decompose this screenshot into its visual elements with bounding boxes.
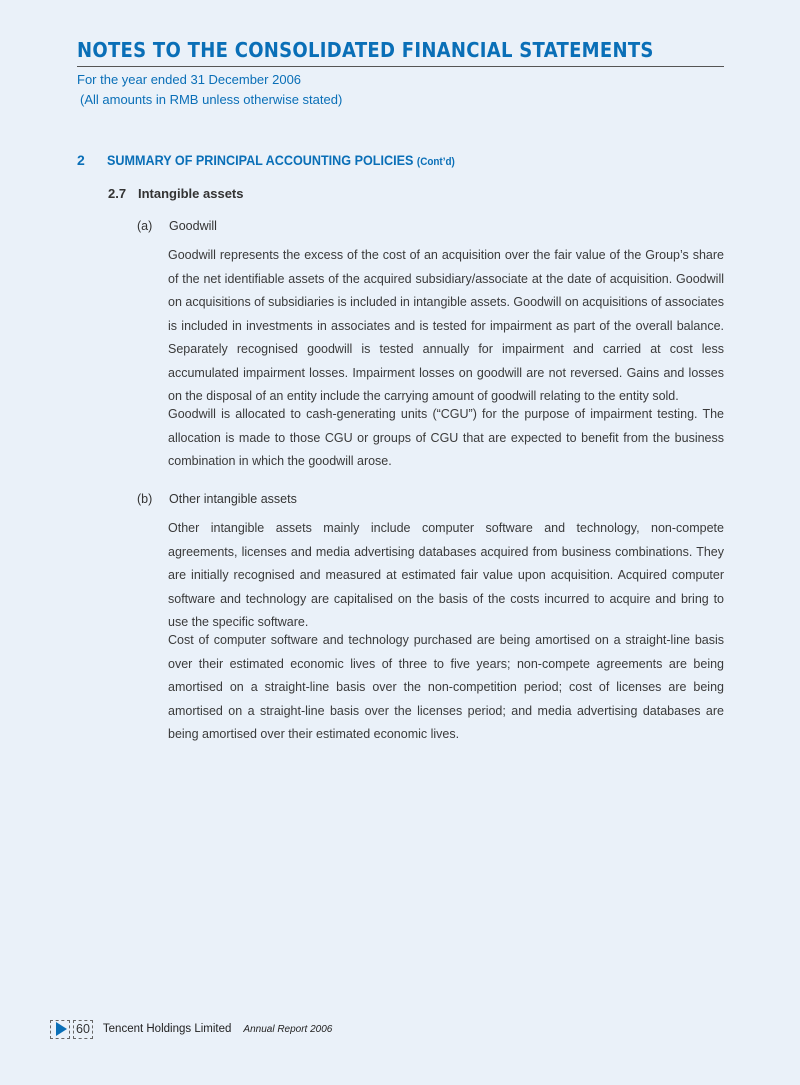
report-name: Annual Report 2006	[243, 1023, 333, 1035]
period-subtitle: For the year ended 31 December 2006	[77, 72, 302, 87]
goodwill-paragraph-1: Goodwill represents the excess of the cost of an acquisition over the fair value of the Group’s share of the net identifiable assets of the acquired subsidiary/associate at the date of acquisition. Goodwill on acquisitions of subsidiaries is included in intangible assets. Goodwill on acquisitions of associates is included in investments in associates and is tested for impairment as part of the overall balance. Separately recognised goodwill is tested annually for impairment and carried at cost less accumulated impairment losses. Impairment losses on goodwill are not reversed. Gains and losses on the disposal of an entity include the carrying amount of goodwill relating to the entity sold.	[168, 248, 724, 403]
subsection-title: Intangible assets	[138, 186, 244, 201]
section-title-text: SUMMARY OF PRINCIPAL ACCOUNTING POLICIES	[107, 152, 414, 168]
goodwill-paragraph-2: Goodwill is allocated to cash-generating units (“CGU”) for the purpose of impairment testing. The allocation is made to those CGU or groups of CGU that are expected to benefit from the business combination in which the goodwill arose.	[168, 407, 724, 468]
item-b-label: Other intangible assets	[169, 492, 297, 506]
section-contd: (Cont’d)	[416, 156, 455, 168]
page-number: 60	[73, 1020, 93, 1039]
subsection-heading	[108, 186, 243, 201]
page-footer	[50, 1019, 332, 1039]
section-number: 2	[77, 152, 85, 168]
page-title: NOTES TO THE CONSOLIDATED FINANCIAL STATEMENTS	[77, 38, 654, 62]
amounts-subtitle: (All amounts in RMB unless otherwise stated)	[80, 92, 343, 107]
item-a-label: Goodwill	[169, 219, 217, 233]
company-name: Tencent Holdings Limited	[102, 1023, 232, 1035]
next-page-arrow-icon	[50, 1020, 70, 1039]
item-b-heading	[137, 492, 297, 506]
header-divider	[77, 66, 724, 67]
item-b-letter: (b)	[137, 492, 153, 506]
item-a-heading	[137, 219, 217, 233]
subsection-number: 2.7	[108, 186, 127, 201]
other-intangibles-paragraph-1: Other intangible assets mainly include computer software and technology, non-compete agreements, licenses and media advertising databases acquired from business combinations. They are initially recognised and measured at estimated fair value upon acquisition. Acquired computer software and technology are capitalised on the basis of the costs incurred to acquire and bring to use the specific software.	[168, 521, 724, 629]
other-intangibles-paragraph-2: Cost of computer software and technology purchased are being amortised on a straight-line basis over their estimated economic lives of three to five years; non-compete agreements are being amortised on a straight-line basis over the non-competition period; cost of licenses are being amortised on a straight-line basis over the licenses period; and media advertising databases are being amortised over their estimated economic lives.	[168, 633, 724, 741]
section-title	[107, 152, 455, 168]
item-a-letter: (a)	[137, 219, 153, 233]
